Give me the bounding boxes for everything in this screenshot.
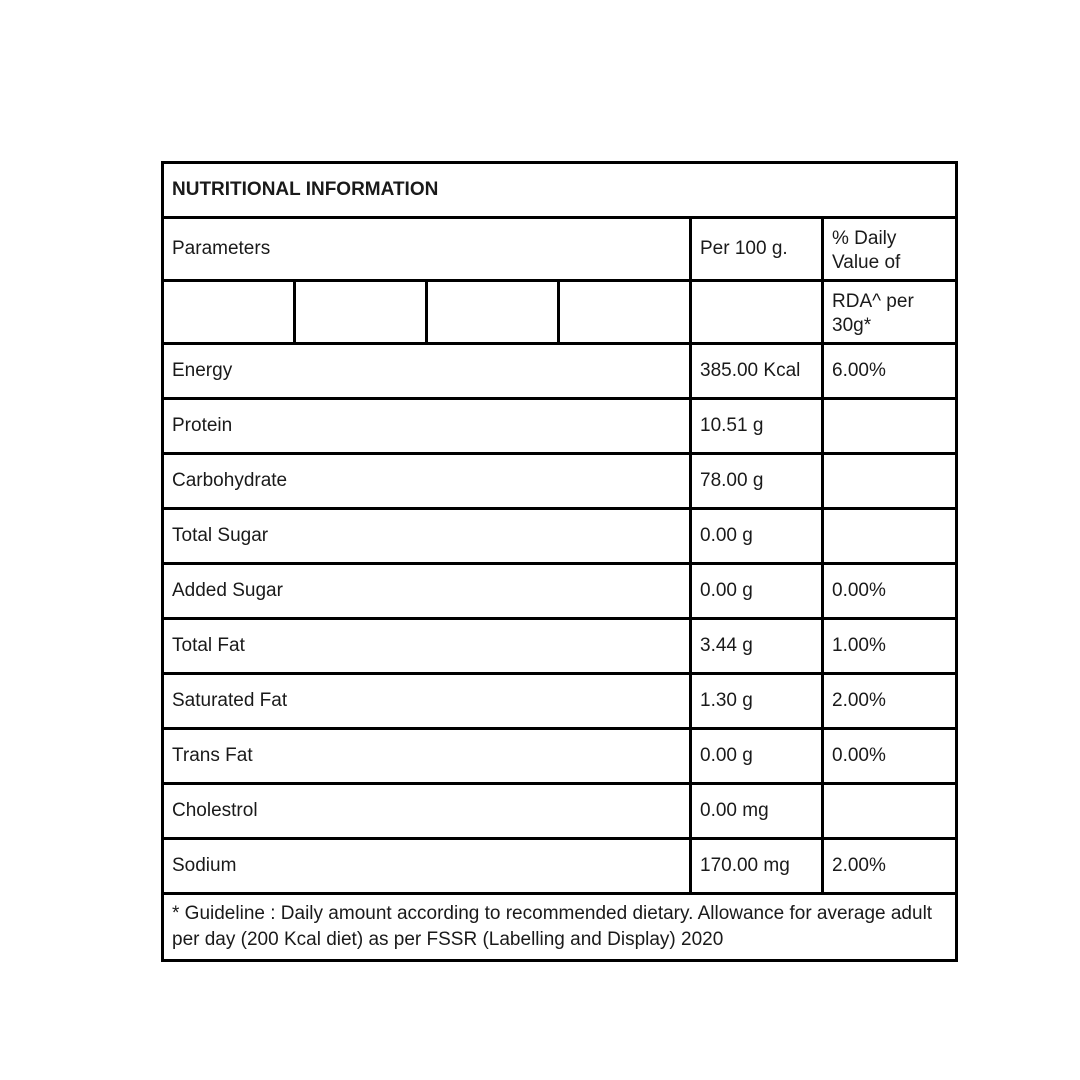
- parameter-cell: Cholestrol: [163, 784, 691, 839]
- parameter-cell: Total Fat: [163, 619, 691, 674]
- header-subrow: [163, 281, 957, 344]
- table-row-trans-fat: [163, 729, 957, 784]
- parameter-cell: Added Sugar: [163, 564, 691, 619]
- empty-cell-4: [559, 281, 691, 344]
- parameter-cell: Protein: [163, 399, 691, 454]
- daily-value-cell: 0.00%: [823, 564, 957, 619]
- per-100g-cell: 0.00 g: [691, 509, 823, 564]
- daily-value-cell: [823, 399, 957, 454]
- daily-value-cell: [823, 454, 957, 509]
- table-row-carbohydrate: [163, 454, 957, 509]
- per-100g-cell: 0.00 g: [691, 564, 823, 619]
- nutrient-rows: [163, 344, 957, 894]
- daily-value-cell: 2.00%: [823, 674, 957, 729]
- per-100g-header: Per 100 g.: [691, 218, 823, 281]
- footnote: * Guideline : Daily amount according to recommended dietary. Allowance for average adult per day (200 Kcal diet) as per FSSR (Labelling and Display) 2020: [163, 894, 957, 961]
- nutrition-table: [161, 161, 958, 962]
- table-row-added-sugar: [163, 564, 957, 619]
- empty-cell-3: [427, 281, 559, 344]
- table-row-total-sugar: [163, 509, 957, 564]
- parameters-header: Parameters: [163, 218, 691, 281]
- table-row-energy: [163, 344, 957, 399]
- per-100g-cell: 170.00 mg: [691, 839, 823, 894]
- parameter-cell: Trans Fat: [163, 729, 691, 784]
- table-row-cholestrol: [163, 784, 957, 839]
- per-100g-cell: 0.00 g: [691, 729, 823, 784]
- daily-value-cell: 0.00%: [823, 729, 957, 784]
- empty-cell-2: [295, 281, 427, 344]
- daily-value-cell: 6.00%: [823, 344, 957, 399]
- table-row-saturated-fat: [163, 674, 957, 729]
- parameter-cell: Energy: [163, 344, 691, 399]
- empty-cell-1: [163, 281, 295, 344]
- daily-value-cell: [823, 509, 957, 564]
- table-row-protein: [163, 399, 957, 454]
- empty-cell-5: [691, 281, 823, 344]
- table-title: NUTRITIONAL INFORMATION: [163, 163, 957, 218]
- parameter-cell: Saturated Fat: [163, 674, 691, 729]
- title-row: [163, 163, 957, 218]
- daily-value-cell: 1.00%: [823, 619, 957, 674]
- daily-value-header-line1: % Daily Value of: [823, 218, 957, 281]
- per-100g-cell: 78.00 g: [691, 454, 823, 509]
- per-100g-cell: 385.00 Kcal: [691, 344, 823, 399]
- per-100g-cell: 10.51 g: [691, 399, 823, 454]
- parameter-cell: Carbohydrate: [163, 454, 691, 509]
- daily-value-cell: [823, 784, 957, 839]
- footnote-row: [163, 894, 957, 961]
- header-row: [163, 218, 957, 281]
- parameter-cell: Total Sugar: [163, 509, 691, 564]
- table-row-total-fat: [163, 619, 957, 674]
- daily-value-cell: 2.00%: [823, 839, 957, 894]
- per-100g-cell: 3.44 g: [691, 619, 823, 674]
- daily-value-header-line2: RDA^ per 30g*: [823, 281, 957, 344]
- table-row-sodium: [163, 839, 957, 894]
- parameter-cell: Sodium: [163, 839, 691, 894]
- per-100g-cell: 0.00 mg: [691, 784, 823, 839]
- per-100g-cell: 1.30 g: [691, 674, 823, 729]
